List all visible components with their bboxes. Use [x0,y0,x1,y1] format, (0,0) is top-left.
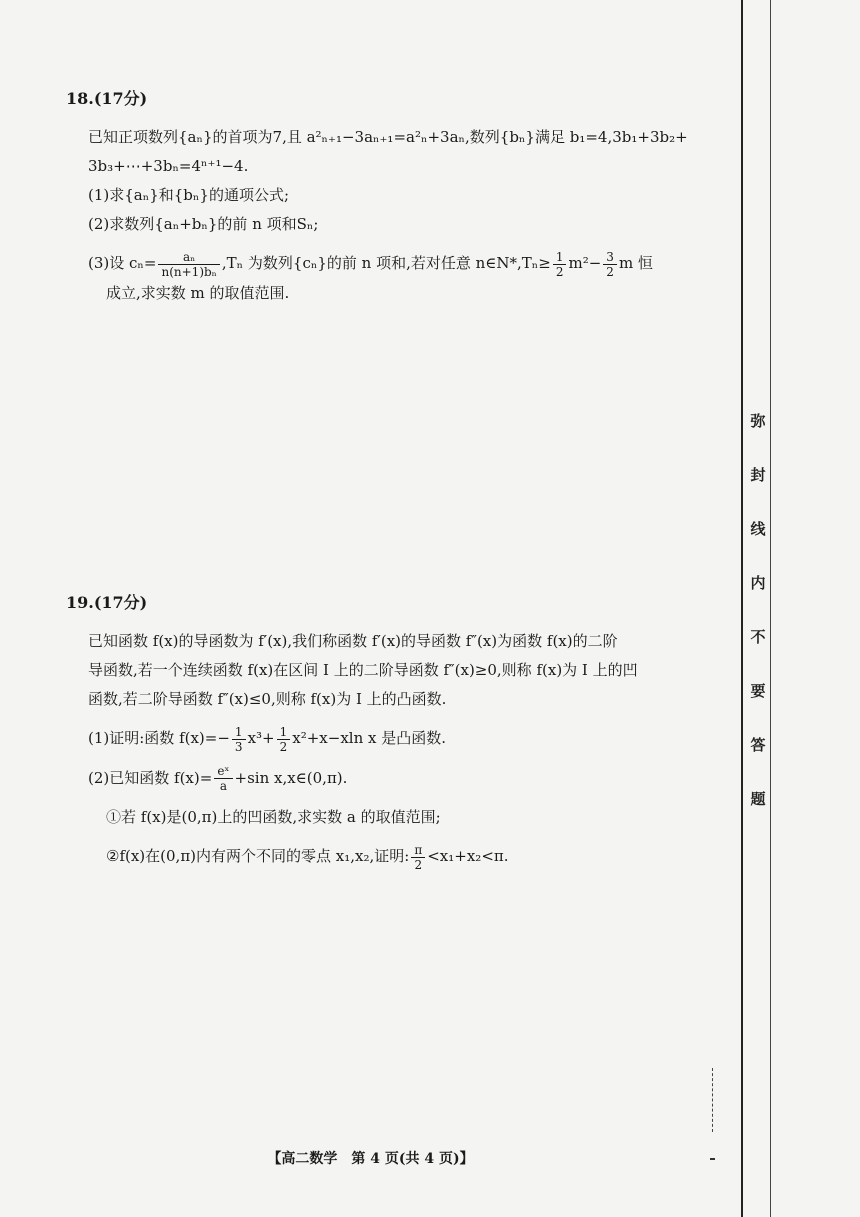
seal-char: 线 [750,520,766,538]
q19-subpart-2: ②f(x)在(0,π)内有两个不同的零点 x₁,x₂,证明: $\frac{\pi}{2}$ <x₁+x₂<π. [106,842,509,872]
q19-stem-line-1: 已知函数 f(x)的导函数为 f′(x),我们称函数 f′(x)的导函数 f″(x)为函数 f(x)的二阶 [88,632,618,650]
q18-three-halves-fraction: $\frac{3}{2}$ [603,250,617,279]
q18-part-3: (3)设 cₙ= $\frac{\text{aₙ}}{\text{n(n+1)bₙ}}$ ,Tₙ 为数列{cₙ}的前 n 项和,若对任意 n∈N*,Tₙ≥ $\frac{1}{2}$ m²− $\frac{3}{2}$ m 恒 [88,249,653,279]
seal-char: 题 [750,790,766,808]
q19-ex-over-a-fraction: $\frac{\text{eˣ}}{a}$ [214,764,232,793]
question-19-heading: 19.(17分) [66,593,148,612]
question-18 [66,86,726,308]
q18-part-2: (2)求数列{aₙ+bₙ}的前 n 项和Sₙ; [88,215,319,233]
margin-dashed-mark [712,1068,714,1132]
q18-cn-fraction: $\frac{\text{aₙ}}{\text{n(n+1)bₙ}}$ [158,250,219,279]
seal-char: 要 [750,682,766,700]
q18-stem-line-1: 已知正项数列{aₙ}的首项为7,且 a²ₙ₊₁−3aₙ₊₁=a²ₙ+3aₙ,数列{bₙ}满足 b₁=4,3b₁+3b₂+ [88,128,688,146]
q18-part-3-continued: 成立,求实数 m 的取值范围. [106,283,290,302]
q19-pi-over-2-fraction: $\frac{\pi}{2}$ [411,843,425,872]
q19-stem-line-3: 函数,若二阶导函数 f″(x)≤0,则称 f(x)为 I 上的凸函数. [88,690,447,708]
seal-char: 弥 [750,412,766,430]
q18-part-1: (1)求{aₙ}和{bₙ}的通项公式; [88,186,289,204]
seal-char: 不 [750,628,766,646]
q19-subpart-1: ①若 f(x)是(0,π)上的凹函数,求实数 a 的取值范围; [106,808,441,826]
q19-stem-line-2: 导函数,若一个连续函数 f(x)在区间 I 上的二阶导函数 f″(x)≥0,则称 f(x)为 I 上的凹 [88,661,638,679]
q19-part-1: (1)证明:函数 f(x)=− $\frac{1}{3}$ x³+ $\frac{1}{2}$ x²+x−xln x 是凸函数. [88,724,447,754]
seal-char: 封 [750,466,766,484]
seal-char: 内 [750,574,766,592]
q18-half-fraction: $\frac{1}{2}$ [553,250,567,279]
seal-line-notice [748,410,768,842]
page-footer: 【高二数学 第 4 页(共 4 页)】 [267,1151,474,1167]
seal-char: 答 [750,736,766,754]
question-18-heading: 18.(17分) [66,89,148,108]
q18-stem-line-2: 3b₃+⋯+3bₙ=4ⁿ⁺¹−4. [88,157,249,175]
q19-one-third-fraction: $\frac{1}{3}$ [232,725,246,754]
q19-part-2: (2)已知函数 f(x)= $\frac{\text{eˣ}}{a}$ +sin x,x∈(0,π). [88,764,348,793]
question-19 [66,590,726,872]
q19-one-half-fraction: $\frac{1}{2}$ [277,725,291,754]
binding-margin-inner-rule [770,0,771,1217]
binding-margin-outer-rule [741,0,743,1217]
